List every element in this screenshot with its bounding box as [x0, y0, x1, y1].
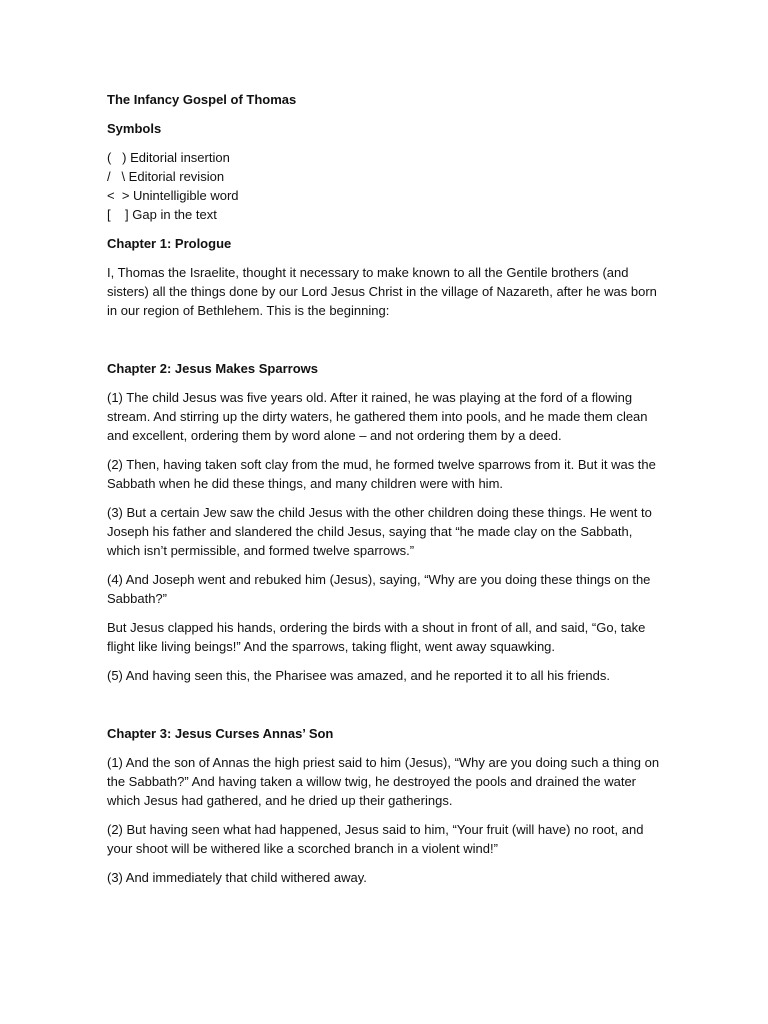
chapter-2-paragraph: (2) Then, having taken soft clay from the mud, he formed twelve sparrows from it. But it was the Sabbath when he did these things, and many children were with him.: [107, 457, 656, 491]
chapter-1-paragraph: I, Thomas the Israelite, thought it necessary to make known to all the Gentile brothers (and sisters) all the things done by our Lord Jesus Christ in the village of Nazareth, after he was born in our region of Bethlehem. This is the beginning:: [107, 265, 657, 318]
chapter-2-paragraph: (5) And having seen this, the Pharisee was amazed, and he reported it to all his friends.: [107, 668, 610, 683]
document-title: The Infancy Gospel of Thomas: [107, 92, 297, 107]
chapter-3-paragraph: (3) And immediately that child withered away.: [107, 870, 367, 885]
symbols-heading: Symbols: [107, 121, 162, 136]
document-page: [107, 90, 667, 897]
chapter-2-paragraph: (4) And Joseph went and rebuked him (Jesus), saying, “Why are you doing these things on the Sabbath?”: [107, 572, 651, 606]
chapter-3-paragraph: (2) But having seen what had happened, Jesus said to him, “Your fruit (will have) no root, and your shoot will be withered like a scorched branch in a violent wind!”: [107, 822, 644, 856]
symbol-item: < > Unintelligible word: [107, 188, 239, 203]
section-spacer: [107, 330, 667, 359]
chapter-3-heading: Chapter 3: Jesus Curses Annas’ Son: [107, 726, 334, 741]
symbol-item: / \ Editorial revision: [107, 169, 225, 184]
chapter-2-heading: Chapter 2: Jesus Makes Sparrows: [107, 361, 318, 376]
symbols-list: [107, 148, 667, 224]
chapter-3-paragraph: (1) And the son of Annas the high priest said to him (Jesus), “Why are you doing such a thing on the Sabbath?” And having taken a willow twig, he destroyed the pools and drained the water which Jesus had gathered, and he dried up their gatherings.: [107, 755, 660, 808]
chapter-2-paragraph: But Jesus clapped his hands, ordering the birds with a shout in front of all, and said, “Go, take flight like living beings!” And the sparrows, taking flight, went away squawking.: [107, 620, 646, 654]
symbol-item: [ ] Gap in the text: [107, 207, 217, 222]
chapter-2-paragraph: (1) The child Jesus was five years old. After it rained, he was playing at the ford of a flowing stream. And stirring up the dirty waters, he gathered them into pools, and he made them clean and excellent, ordering them by word alone – and not ordering them by a deed.: [107, 390, 648, 443]
symbol-item: ( ) Editorial insertion: [107, 150, 230, 165]
chapter-1-heading: Chapter 1: Prologue: [107, 236, 232, 251]
section-spacer: [107, 695, 667, 724]
chapter-2-paragraph: (3) But a certain Jew saw the child Jesus with the other children doing these things. He went to Joseph his father and slandered the child Jesus, saying that “he made clay on the Sabbath, which isn’t permissible, and formed twelve sparrows.”: [107, 505, 652, 558]
